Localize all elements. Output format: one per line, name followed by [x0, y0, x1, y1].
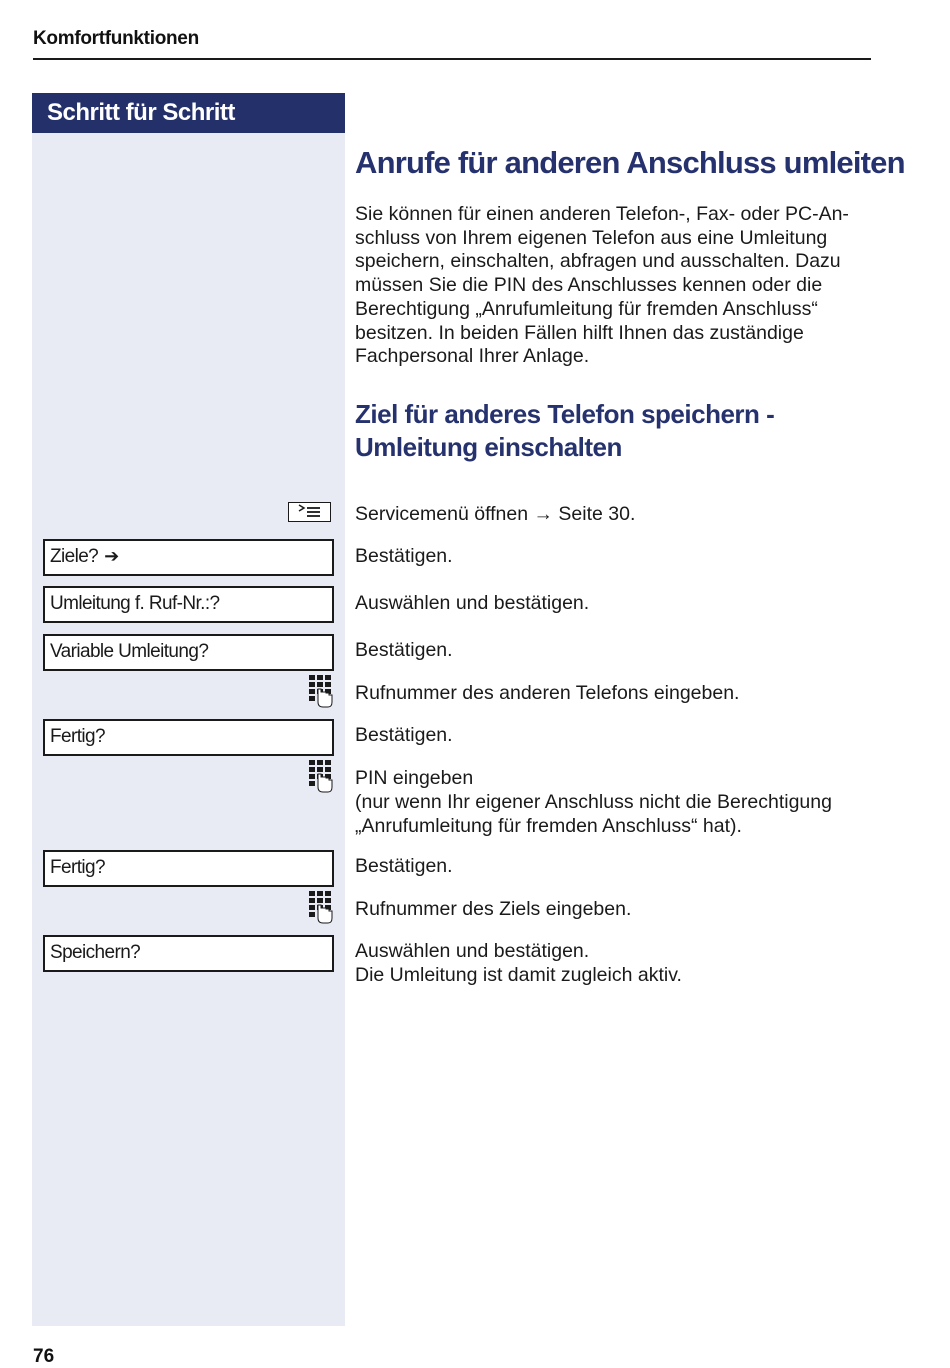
- step-instruction-speichern: [355, 939, 682, 987]
- header-rule: [33, 58, 871, 60]
- step-column-title: Schritt für Schritt: [47, 99, 235, 126]
- step-instruction-line: Auswählen und bestätigen.: [355, 940, 590, 962]
- step-instruction: Bestätigen.: [355, 855, 453, 877]
- step-text-prefix: Servicemenü öffnen: [355, 503, 534, 525]
- intro-line: speichern, einschalten, abfragen und ausschalten. Dazu: [355, 250, 841, 273]
- section-title-line: Umleitung einschalten: [355, 432, 622, 462]
- menu-option-label: Speichern?: [50, 942, 141, 963]
- step-column-header: [32, 93, 345, 133]
- page-number: 76: [33, 1346, 55, 1367]
- intro-paragraph: [355, 203, 875, 369]
- step-instruction: Bestätigen.: [355, 545, 453, 567]
- page-title: Anrufe für anderen Anschluss umleiten: [355, 145, 905, 180]
- page-reference-link[interactable]: Seite 30.: [553, 503, 636, 525]
- step-instruction-line: „Anrufumleitung für fremden Anschluss“ hat).: [355, 815, 742, 837]
- intro-line: Sie können für einen anderen Telefon-, Fax- oder PC-An-: [355, 203, 849, 225]
- arrow-right-icon: ➔: [104, 546, 119, 566]
- intro-line: Fachpersonal Ihrer Anlage.: [355, 345, 590, 368]
- menu-option-speichern[interactable]: [43, 935, 334, 972]
- arrow-right-icon: →: [533, 503, 553, 525]
- intro-line: besitzen. In beiden Fällen hilft Ihnen das zuständige: [355, 321, 804, 344]
- step-instruction: Auswählen und bestätigen.: [355, 592, 590, 614]
- step-column: [32, 93, 345, 1326]
- keypad-icon: [308, 759, 334, 793]
- step-instruction: Rufnummer des anderen Telefons eingeben.: [355, 682, 740, 704]
- step-instruction-line: (nur wenn Ihr eigener Anschluss nicht die Berechtigung: [355, 791, 832, 813]
- menu-option-ziele[interactable]: [43, 539, 334, 576]
- section-title: [355, 398, 774, 464]
- step-instruction-line: PIN eingeben: [355, 767, 474, 789]
- keypad-icon: [308, 674, 334, 708]
- menu-option-fertig[interactable]: [43, 719, 334, 756]
- service-menu-icon[interactable]: [288, 502, 331, 522]
- menu-option-fertig[interactable]: [43, 850, 334, 887]
- menu-option-umleitung[interactable]: [43, 586, 334, 623]
- menu-option-variable-umleitung[interactable]: [43, 634, 334, 671]
- intro-line: schluss von Ihrem eigenen Telefon aus eine Umleitung: [355, 226, 828, 249]
- intro-line: müssen Sie die PIN des Anschlusses kennen oder die: [355, 274, 823, 297]
- step-instruction-pin: [355, 766, 832, 838]
- step-service-menu-text: [355, 502, 635, 526]
- menu-option-label: Fertig?: [50, 857, 105, 878]
- running-header: Komfortfunktionen: [33, 28, 199, 49]
- menu-option-label: Variable Umleitung?: [50, 641, 209, 662]
- step-instruction: Bestätigen.: [355, 639, 453, 661]
- intro-line: Berechtigung „Anrufumleitung für fremden Anschluss“: [355, 297, 818, 320]
- menu-option-label: Ziele?: [50, 546, 99, 567]
- step-instruction: Rufnummer des Ziels eingeben.: [355, 898, 632, 920]
- menu-option-label: Umleitung f. Ruf-Nr.:?: [50, 593, 220, 614]
- step-instruction-line: Die Umleitung ist damit zugleich aktiv.: [355, 964, 682, 986]
- section-title-line: Ziel für anderes Telefon speichern -: [355, 399, 775, 429]
- menu-option-label: Fertig?: [50, 726, 105, 747]
- step-instruction: Bestätigen.: [355, 724, 453, 746]
- keypad-icon: [308, 890, 334, 924]
